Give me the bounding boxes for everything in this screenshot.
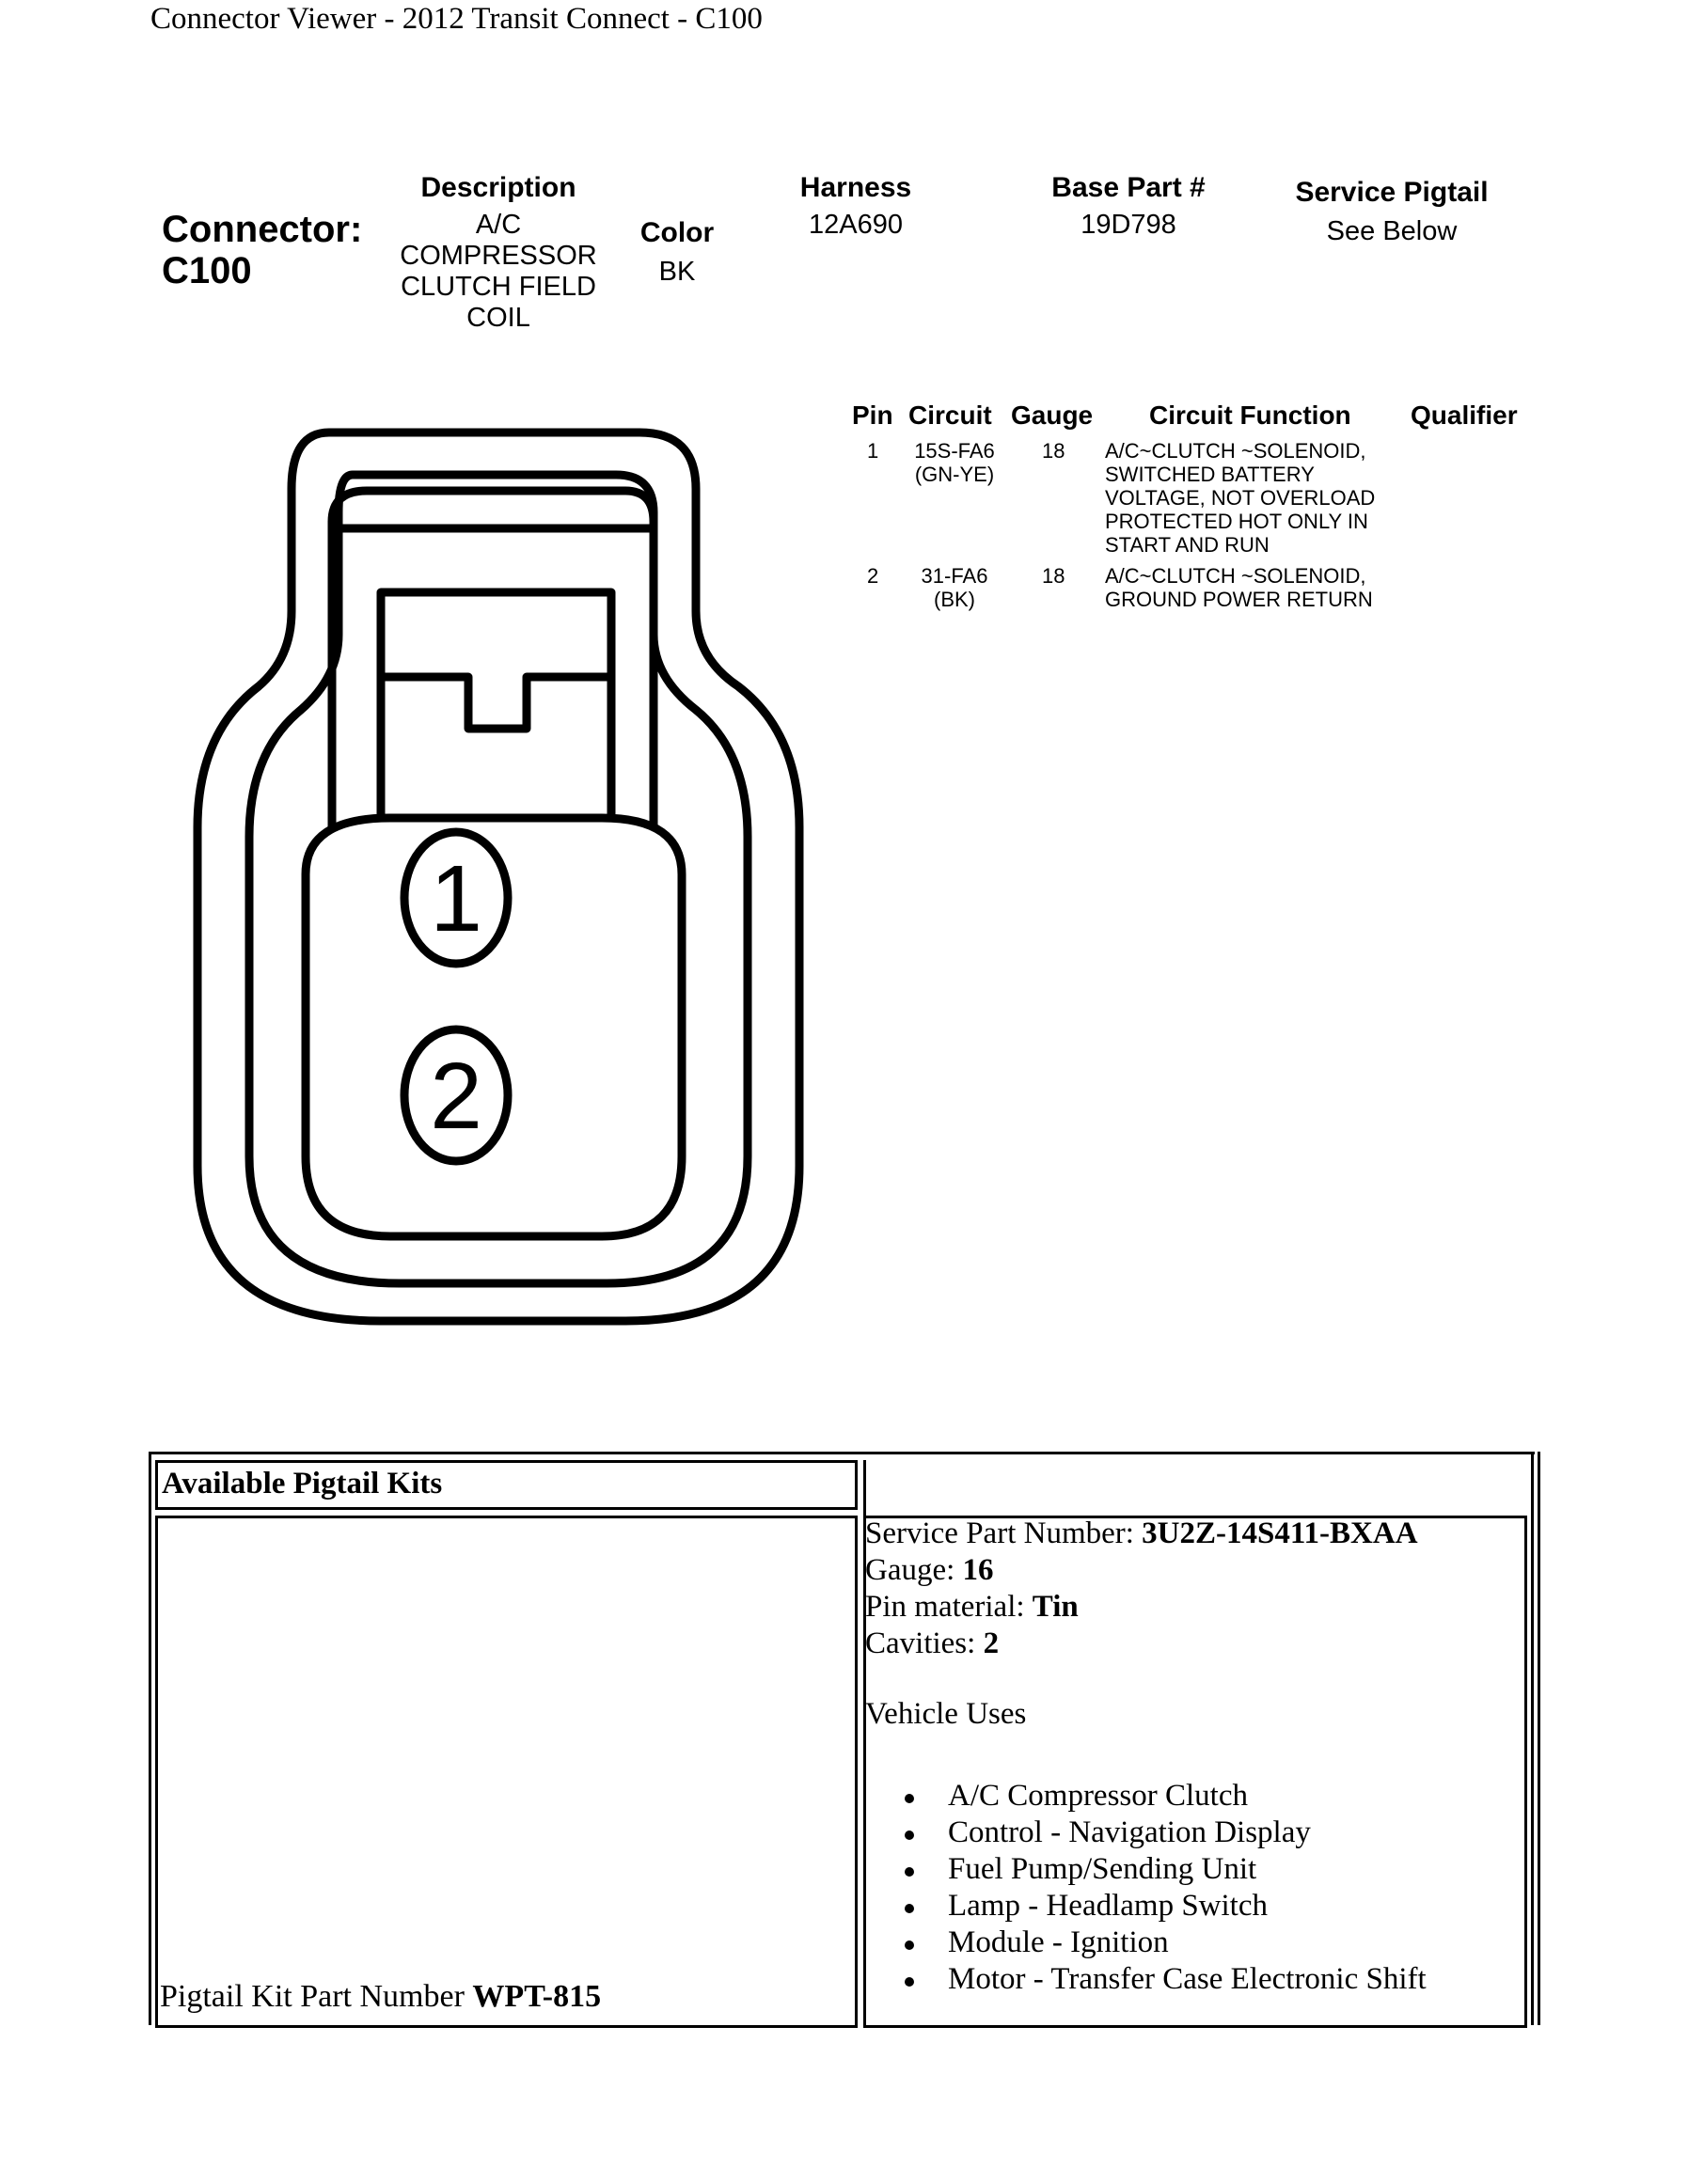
table-top-border <box>149 1452 1535 1454</box>
pigtail-kits-title: Available Pigtail Kits <box>162 1467 443 1501</box>
connector-face-diagram <box>183 423 823 1344</box>
gauge-cell: 18 <box>1042 439 1065 463</box>
base-part-column <box>1025 172 1232 241</box>
harness-column <box>771 172 940 241</box>
pigtail-kit-part-number <box>160 1979 601 2015</box>
list-item: Fuel Pump/Sending Unit <box>905 1851 1427 1888</box>
list-item: Module - Ignition <box>905 1925 1427 1961</box>
service-part-value: 3U2Z-14S411-BXAA <box>1142 1516 1418 1550</box>
list-item: Lamp - Headlamp Switch <box>905 1888 1427 1925</box>
pin-material-value: Tin <box>1032 1590 1079 1624</box>
gauge-label: Gauge: <box>865 1553 963 1587</box>
description-column <box>376 172 621 334</box>
pin-header: Pin <box>852 401 893 430</box>
circuit-color: (BK) <box>934 588 975 611</box>
pin-number: 2 <box>867 564 879 588</box>
description-value <box>376 210 621 334</box>
gauge-row <box>865 1552 1427 1589</box>
color-column <box>621 217 734 288</box>
list-item: Control - Navigation Display <box>905 1815 1427 1851</box>
pin-2-label: 2 <box>430 1044 482 1149</box>
pin-number: 1 <box>867 439 879 463</box>
connector-header <box>162 209 362 291</box>
vehicle-uses-list <box>865 1778 1427 1998</box>
circuit-cell <box>893 439 1016 486</box>
gauge-value: 16 <box>962 1553 994 1587</box>
color-header: Color <box>639 217 715 248</box>
function-line: GROUND POWER RETURN <box>1105 588 1373 611</box>
description-line: COIL <box>466 303 530 333</box>
function-line: A/C~CLUTCH ~SOLENOID, <box>1105 439 1366 463</box>
cavities-row <box>865 1626 1427 1662</box>
service-pigtail-value: See Below <box>1326 216 1458 246</box>
list-item: Motor - Transfer Case Electronic Shift <box>905 1961 1427 1998</box>
function-line: SWITCHED BATTERY <box>1105 463 1315 486</box>
qualifier-header: Qualifier <box>1411 401 1518 430</box>
gauge-header: Gauge <box>1011 401 1094 430</box>
base-part-header: Base Part # <box>1051 172 1206 203</box>
kit-image-cell <box>155 1516 858 2028</box>
pin-material-label: Pin material: <box>865 1590 1033 1624</box>
connector-id: C100 <box>162 250 252 291</box>
kit-part-label: Pigtail Kit Part Number <box>160 1979 473 2014</box>
circuit-line: 31-FA6 <box>921 564 988 588</box>
service-pigtail-header: Service Pigtail <box>1295 177 1489 208</box>
harness-value: 12A690 <box>809 210 903 240</box>
circuit-function-header: Circuit Function <box>1149 401 1351 430</box>
table-right-border-outer <box>1538 1452 1540 2025</box>
pin-1-label: 1 <box>430 846 482 951</box>
service-pigtail-column <box>1270 177 1514 247</box>
color-value: BK <box>658 257 696 287</box>
base-part-value: 19D798 <box>1081 210 1176 240</box>
vehicle-uses-title: Vehicle Uses <box>865 1697 1027 1731</box>
table-right-border <box>1531 1452 1534 2025</box>
function-line: VOLTAGE, NOT OVERLOAD <box>1105 486 1376 510</box>
connector-label: Connector: <box>162 209 363 250</box>
circuit-header: Circuit <box>908 401 992 430</box>
service-part-row <box>865 1516 1427 1552</box>
kit-part-value: WPT-815 <box>472 1979 602 2014</box>
cavities-value: 2 <box>983 1626 1000 1660</box>
list-item: A/C Compressor Clutch <box>905 1778 1427 1815</box>
description-line: A/C <box>475 210 522 240</box>
gauge-cell: 18 <box>1042 564 1065 588</box>
pin-material-row <box>865 1589 1427 1626</box>
function-cell <box>1105 564 1373 611</box>
function-cell <box>1105 439 1375 557</box>
description-header: Description <box>420 172 576 203</box>
function-line: PROTECTED HOT ONLY IN <box>1105 510 1368 533</box>
cavities-label: Cavities: <box>865 1626 984 1660</box>
circuit-line: 15S-FA6 <box>914 439 995 463</box>
connector-housing <box>197 432 799 1321</box>
circuit-color: (GN-YE) <box>914 463 995 486</box>
pigtail-kit-details <box>865 1516 1427 1998</box>
function-line: A/C~CLUTCH ~SOLENOID, <box>1105 564 1366 588</box>
description-line: COMPRESSOR <box>400 241 597 271</box>
description-line: CLUTCH FIELD <box>401 272 596 302</box>
harness-header: Harness <box>799 172 912 203</box>
function-line: START AND RUN <box>1105 533 1270 557</box>
circuit-cell <box>893 564 1016 611</box>
table-left-border <box>149 1452 151 2025</box>
service-part-label: Service Part Number: <box>865 1516 1143 1550</box>
page-title: Connector Viewer - 2012 Transit Connect - C100 <box>150 2 763 36</box>
